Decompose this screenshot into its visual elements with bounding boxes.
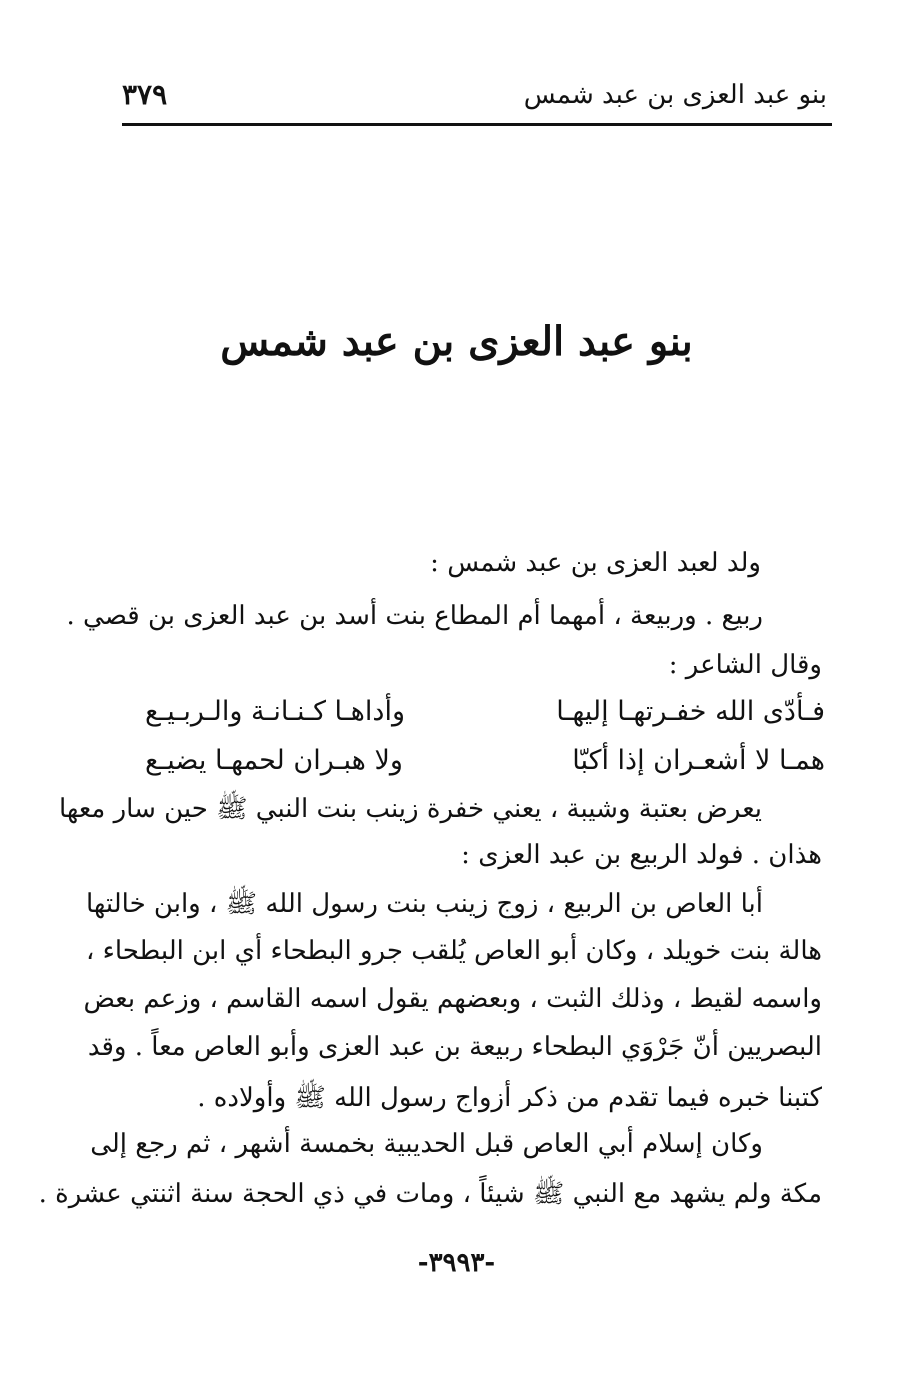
verse-hemistich: همـا لا أشعـران إذا أكبّا: [572, 745, 825, 776]
verse-hemistich: ولا هبـران لحمهـا يضيـع: [145, 745, 403, 776]
verse-hemistich: وأداهـا كـنـانـة والـربـيـع: [145, 696, 405, 727]
text-line: هالة بنت خويلد ، وكان أبو العاص يُلقب جرو البطحاء أي ابن البطحاء ،: [85, 936, 822, 966]
text-line: كتبنا خبره فيما تقدم من ذكر أزواج رسول الله ﷺ وأولاده .: [197, 1083, 822, 1113]
running-header-title: بنو عبد العزى بن عبد شمس: [523, 80, 827, 110]
text-line: واسمه لقيط ، وذلك الثبت ، وبعضهم يقول اسمه القاسم ، وزعم بعض: [83, 984, 822, 1014]
text-line: ولد لعبد العزى بن عبد شمس :: [430, 548, 761, 578]
text-line: أبا العاص بن الربيع ، زوج زينب بنت رسول الله ﷺ ، وابن خالتها: [85, 889, 763, 919]
text-line: ربيع . وربيعة ، أمهما أم المطاع بنت أسد بن عبد العزى بن قصي .: [66, 601, 763, 631]
chapter-title: بنو عبد العزى بن عبد شمس: [220, 318, 693, 365]
text-line: وقال الشاعر :: [668, 650, 822, 680]
page-number: ٣٧٩: [122, 78, 168, 111]
text-line: البصريين أنّ جَرْوَي البطحاء ربيعة بن عبد العزى وأبو العاص معاً . وقد: [87, 1032, 822, 1062]
text-line: مكة ولم يشهد مع النبي ﷺ شيئاً ، ومات في ذي الحجة سنة اثنتي عشرة .: [38, 1179, 822, 1209]
verse-line: [145, 696, 825, 740]
verse-hemistich: فـأدّى الله خفـرتهـا إليهـا: [556, 696, 825, 727]
text-line: هذان . فولد الربيع بن عبد العزى :: [461, 840, 822, 870]
text-line: يعرض بعتبة وشيبة ، يعني خفرة زينب بنت النبي ﷺ حين سار معها: [58, 794, 762, 824]
footer-number: -٣٩٩٣-: [417, 1248, 496, 1278]
verse-line: [145, 745, 825, 789]
text-line: وكان إسلام أبي العاص قبل الحديبية بخمسة أشهر ، ثم رجع إلى: [90, 1129, 763, 1159]
header-divider: [122, 123, 832, 126]
